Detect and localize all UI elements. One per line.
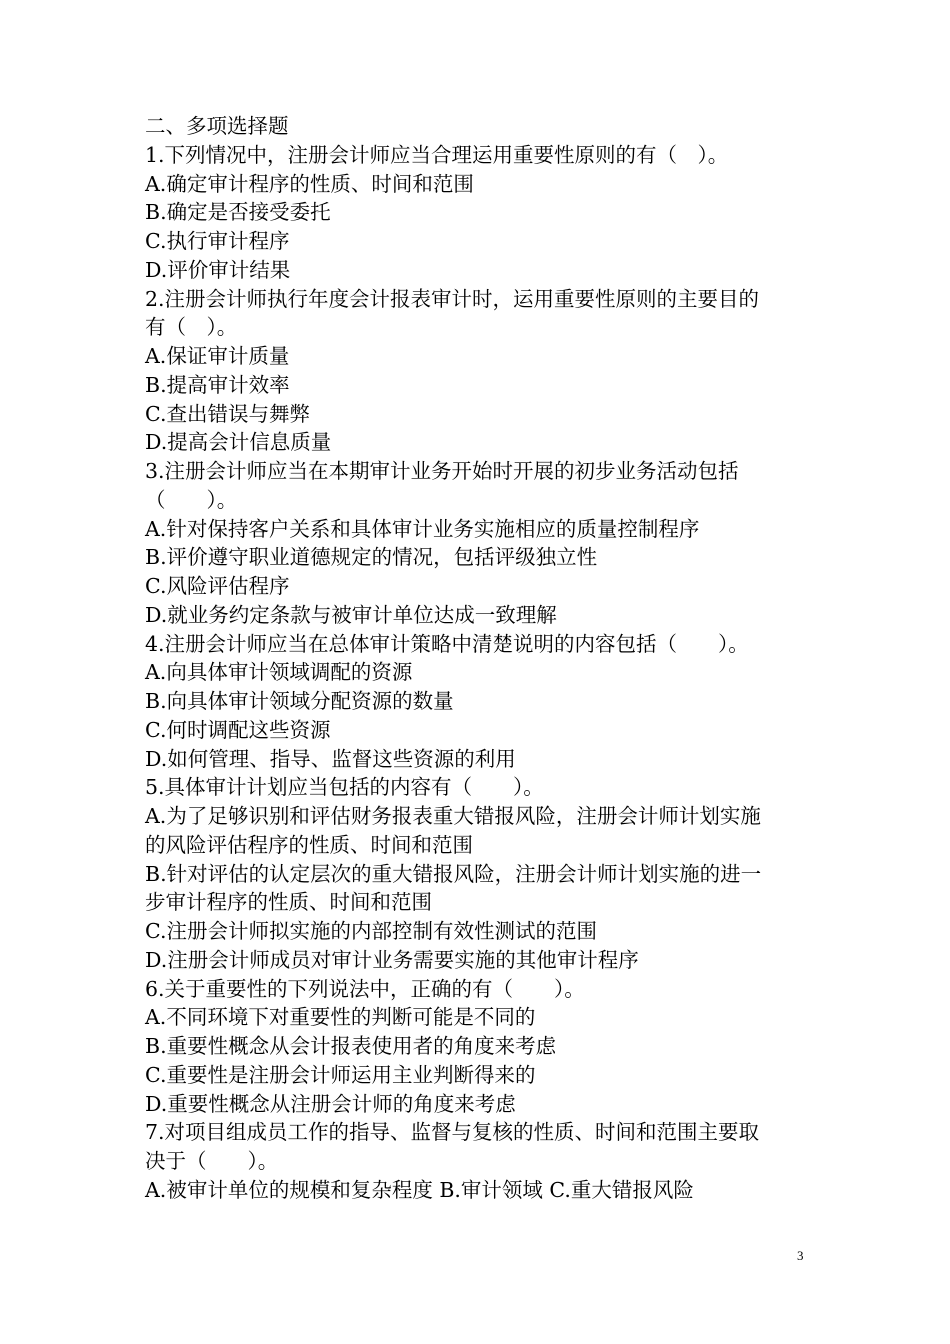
option-b: B.针对评估的认定层次的重大错报风险，注册会计师计划实施的进一	[145, 861, 762, 886]
question-2	[145, 285, 810, 458]
question-stem: 3.注册会计师应当在本期审计业务开始时开展的初步业务活动包括	[145, 459, 739, 483]
option-c: C.执行审计程序	[145, 229, 290, 253]
option-b: B.提高审计效率	[145, 372, 290, 397]
question-stem: 5.具体审计计划应当包括的内容有（ ）。	[145, 775, 544, 800]
question-1	[145, 141, 810, 285]
option-a: A.针对保持客户关系和具体审计业务实施相应的质量控制程序	[145, 516, 700, 541]
option-a-cont: 的风险评估程序的性质、时间和范围	[145, 832, 473, 857]
option-a: A.为了足够识别和评估财务报表重大错报风险，注册会计师计划实施	[145, 804, 761, 828]
option-d: D.如何管理、指导、监督这些资源的利用	[145, 746, 516, 771]
option-b: B.重要性概念从会计报表使用者的角度来考虑	[145, 1034, 557, 1058]
option-b: B.向具体审计领域分配资源的数量	[145, 689, 454, 713]
option-abc: A.被审计单位的规模和复杂程度 B.审计领域 C.重大错报风险	[145, 1177, 694, 1202]
option-c: C.重要性是注册会计师运用主业判断得来的	[145, 1062, 536, 1087]
option-c: C.风险评估程序	[145, 574, 290, 598]
question-stem-cont: （ ）。	[145, 487, 238, 512]
option-a: A.确定审计程序的性质、时间和范围	[145, 171, 474, 196]
option-d: D.重要性概念从注册会计师的角度来考虑	[145, 1091, 516, 1116]
option-a: A.向具体审计领域调配的资源	[145, 660, 413, 685]
option-b-cont: 步审计程序的性质、时间和范围	[145, 890, 432, 915]
question-stem: 4.注册会计师应当在总体审计策略中清楚说明的内容包括（ ）。	[145, 631, 749, 656]
option-d: D.提高会计信息质量	[145, 430, 332, 455]
question-stem: 7.对项目组成员工作的指导、监督与复核的性质、时间和范围主要取	[145, 1120, 760, 1145]
question-6	[145, 975, 810, 1119]
option-b: B.确定是否接受委托	[145, 200, 331, 225]
question-4	[145, 630, 810, 774]
document-body	[145, 112, 810, 1205]
option-d: D.就业务约定条款与被审计单位达成一致理解	[145, 602, 557, 627]
question-stem: 6.关于重要性的下列说法中，正确的有（ ）。	[145, 976, 585, 1001]
option-b: B.评价遵守职业道德规定的情况，包括评级独立性	[145, 545, 598, 570]
question-7	[145, 1118, 810, 1204]
option-a: A.不同环境下对重要性的判断可能是不同的	[145, 1005, 536, 1030]
question-5	[145, 773, 810, 974]
section-title: 二、多项选择题	[145, 114, 289, 138]
question-stem-cont: 有（ ）。	[145, 315, 238, 340]
question-3	[145, 457, 810, 630]
option-d: D.评价审计结果	[145, 257, 291, 282]
question-stem-cont: 决于（ ）。	[145, 1149, 279, 1173]
page-number: 3	[797, 1248, 804, 1263]
option-c: C.注册会计师拟实施的内部控制有效性测试的范围	[145, 919, 597, 943]
option-c: C.何时调配这些资源	[145, 717, 331, 742]
option-d: D.注册会计师成员对审计业务需要实施的其他审计程序	[145, 947, 639, 972]
option-a: A.保证审计质量	[145, 344, 290, 368]
option-c: C.查出错误与舞弊	[145, 401, 310, 426]
question-stem: 1.下列情况中，注册会计师应当合理运用重要性原则的有（ ）。	[145, 142, 729, 167]
question-stem: 2.注册会计师执行年度会计报表审计时，运用重要性原则的主要目的	[145, 286, 760, 311]
